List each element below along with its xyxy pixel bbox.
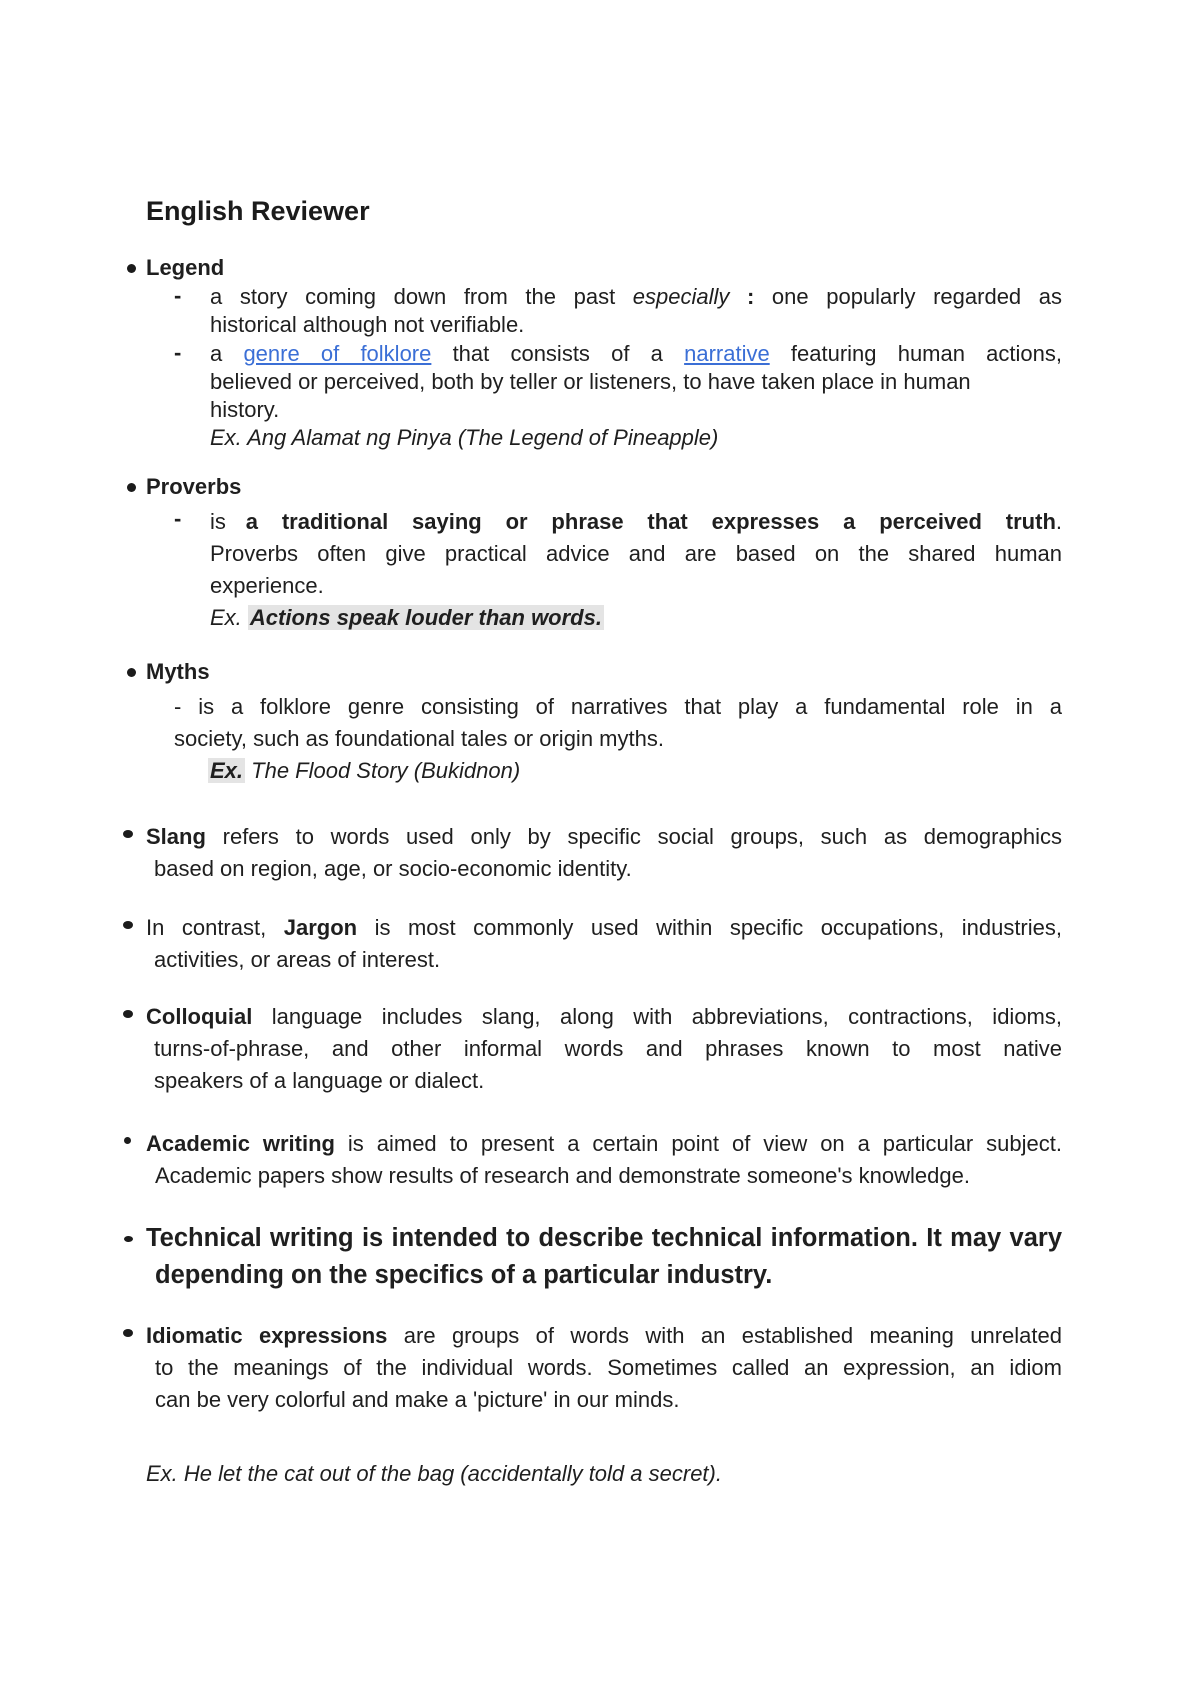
text: that consists of a	[431, 341, 685, 366]
document-title: English Reviewer	[146, 196, 370, 226]
text: activities, or areas of interest.	[154, 947, 441, 972]
text: based on region, age, or socio-economic identity.	[154, 856, 632, 881]
text: to the meanings of the individual words. Sometimes called an expression, an idiom	[155, 1355, 1062, 1380]
proverbs-definition	[210, 506, 1062, 634]
colloquial-term: Colloquial	[146, 1004, 253, 1029]
academic-paragraph	[146, 1128, 1062, 1192]
text: turns-of-phrase, and other informal words and phrases known to most native	[154, 1036, 1062, 1061]
legend-definition-2	[210, 340, 1062, 452]
dash-marker: -	[174, 340, 182, 365]
genre-of-folklore-link[interactable]: genre of folklore	[243, 341, 432, 366]
text: refers to words used only by specific social groups, such as demographics	[205, 824, 1062, 849]
idiomatic-term: Idiomatic expressions	[146, 1323, 388, 1348]
bullet-icon	[124, 1236, 133, 1242]
jargon-term: Jargon	[283, 915, 358, 940]
bullet-icon	[123, 921, 133, 929]
bullet-icon	[127, 668, 136, 677]
text: is aimed to present a certain point of view on a particular subject.	[334, 1131, 1062, 1156]
text: a traditional saying or phrase that expresses a perceived truth	[245, 509, 1056, 534]
myths-example-prefix: Ex.	[210, 758, 244, 783]
narrative-link[interactable]: narrative	[684, 341, 770, 366]
proverbs-heading: Proverbs	[146, 474, 242, 499]
text: one popularly regarded as	[771, 284, 1063, 309]
text: :	[729, 284, 772, 309]
academic-term: Academic writing	[146, 1131, 335, 1156]
bullet-icon	[124, 1137, 131, 1144]
text: Academic papers show results of research and demonstrate someone's knowledge.	[155, 1163, 970, 1188]
idiomatic-example: Ex. He let the cat out of the bag (accidentally told a secret).	[146, 1461, 722, 1486]
text: is most commonly used within specific occupations, industries,	[357, 915, 1062, 940]
text: can be very colorful and make a 'picture' in our minds.	[155, 1387, 680, 1412]
bullet-icon	[127, 264, 136, 273]
dash-marker: -	[174, 283, 182, 308]
slang-term: Slang	[146, 824, 206, 849]
text: history.	[210, 397, 280, 422]
colloquial-paragraph	[146, 1001, 1062, 1097]
text: Proverbs often give practical advice and are based on the shared human	[210, 541, 1062, 566]
text: is	[210, 509, 246, 534]
text: a	[210, 341, 244, 366]
legend-example: Ex. Ang Alamat ng Pinya (The Legend of Pineapple)	[210, 425, 719, 450]
legend-heading: Legend	[146, 255, 225, 280]
text: - is a folklore genre consisting of narratives that play a fundamental role in a	[174, 694, 1062, 719]
idiomatic-paragraph	[146, 1320, 1062, 1416]
bullet-icon	[123, 830, 133, 838]
proverbs-example-highlight: Actions speak louder than words.	[249, 605, 602, 630]
technical-term: Technical writing	[146, 1224, 354, 1252]
myths-example: The Flood Story (Bukidnon)	[245, 758, 521, 783]
bullet-icon	[123, 1010, 133, 1018]
text: society, such as foundational tales or origin myths.	[174, 726, 664, 751]
text: historical although not verifiable.	[210, 312, 525, 337]
text: featuring human actions,	[769, 341, 1062, 366]
technical-paragraph	[146, 1220, 1062, 1294]
text: is intended to describe technical information. It may vary	[353, 1224, 1062, 1252]
text: language includes slang, along with abbreviations, contractions, idioms,	[252, 1004, 1062, 1029]
myths-heading: Myths	[146, 659, 210, 684]
text: believed or perceived, both by teller or listeners, to have taken place in human	[210, 369, 971, 394]
text: speakers of a language or dialect.	[154, 1068, 485, 1093]
text: depending on the specifics of a particular industry.	[155, 1261, 773, 1289]
bullet-icon	[127, 483, 136, 492]
text: In contrast,	[146, 915, 284, 940]
example-prefix: Ex.	[210, 605, 248, 630]
text: experience.	[210, 573, 324, 598]
myths-definition	[174, 691, 1062, 787]
text: .	[1055, 509, 1063, 534]
text: especially	[632, 284, 730, 309]
dash-marker: -	[174, 506, 182, 531]
slang-paragraph	[146, 821, 1062, 885]
legend-definition-1	[210, 283, 1062, 339]
text: are groups of words with an established meaning unrelated	[387, 1323, 1062, 1348]
bullet-icon	[123, 1329, 133, 1337]
jargon-paragraph	[146, 912, 1062, 976]
text: a story coming down from the past	[210, 284, 633, 309]
